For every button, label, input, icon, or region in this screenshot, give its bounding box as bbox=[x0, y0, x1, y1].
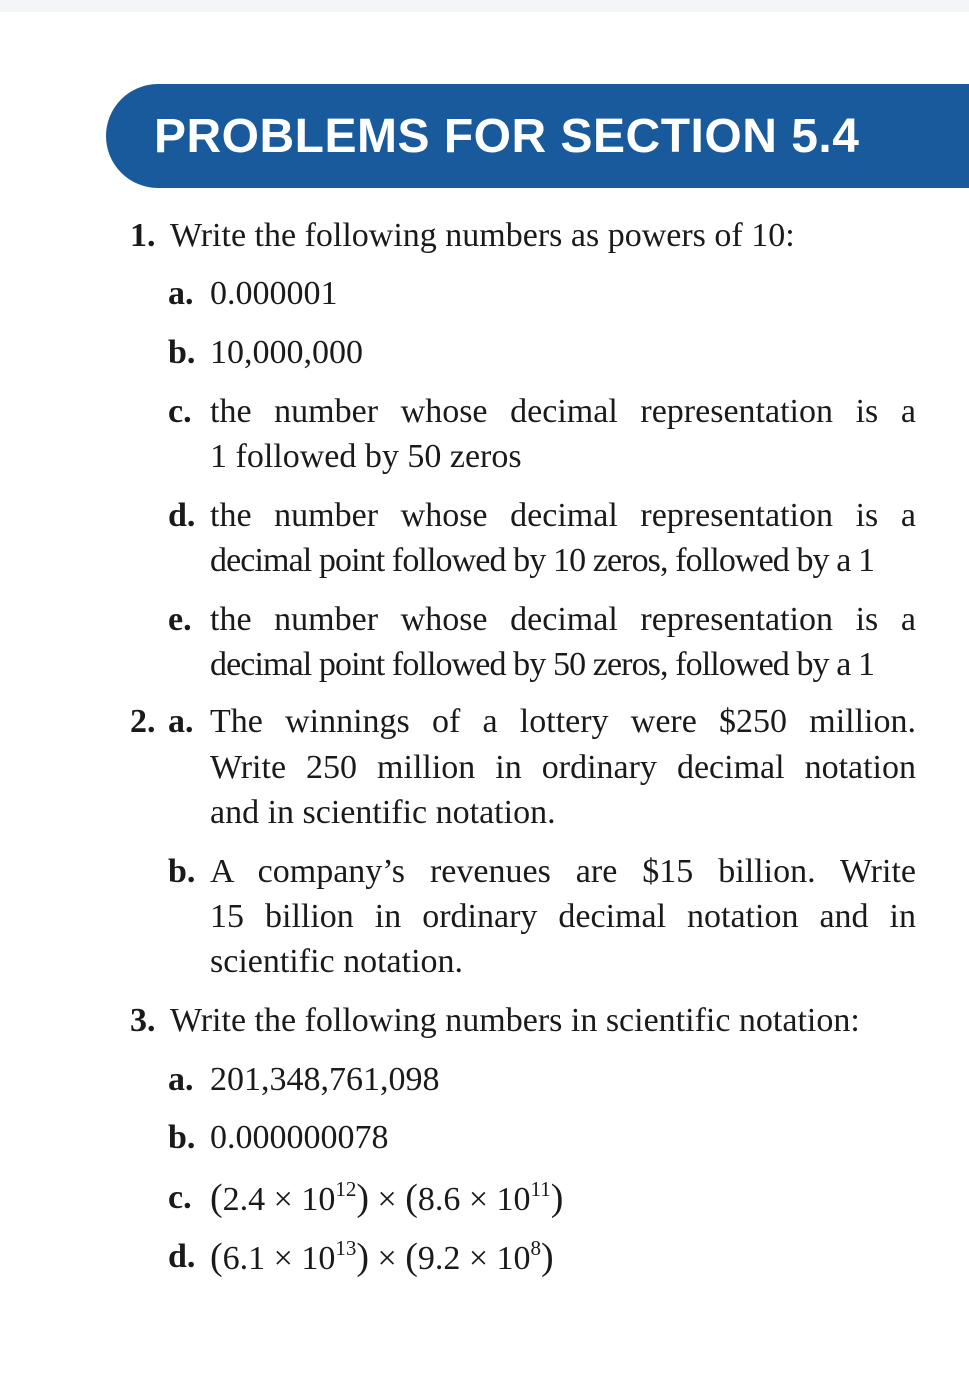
part-text: scientific notation. bbox=[210, 943, 464, 980]
part-label: b. bbox=[168, 334, 196, 371]
problem-text: Write the following numbers in scientific notation: bbox=[170, 1002, 860, 1039]
part-text: and in scientific notation. bbox=[210, 794, 556, 831]
part-text: the number whose decimal representation is a bbox=[210, 601, 916, 638]
part-text: 1 followed by 50 zeros bbox=[210, 438, 522, 475]
part-label: a. bbox=[168, 1061, 194, 1098]
part-label: b. bbox=[168, 1119, 196, 1156]
problem-number: 2. bbox=[130, 703, 156, 740]
part-label: e. bbox=[168, 601, 192, 638]
part-label: a. bbox=[168, 703, 194, 740]
part-label: d. bbox=[168, 497, 196, 534]
part-text: 201,348,761,098 bbox=[210, 1061, 440, 1098]
part-text: the number whose decimal representation is a bbox=[210, 393, 916, 430]
section-title: PROBLEMS FOR SECTION 5.4 bbox=[154, 109, 860, 163]
problem-text: Write the following numbers as powers of 10: bbox=[170, 217, 795, 254]
part-text: the number whose decimal representation is a bbox=[210, 497, 916, 534]
part-label: d. bbox=[168, 1238, 196, 1275]
part-text: decimal point followed by 50 zeros, followed by a 1 bbox=[210, 646, 875, 683]
part-text: A company’s revenues are $15 billion. Write bbox=[210, 853, 916, 890]
part-text: 10,000,000 bbox=[210, 334, 363, 371]
part-label: a. bbox=[168, 275, 194, 312]
part-text: The winnings of a lottery were $250 million. bbox=[210, 703, 916, 740]
part-text: 15 billion in ordinary decimal notation and in bbox=[210, 898, 916, 935]
part-text: 0.000001 bbox=[210, 275, 338, 312]
math-expression: $(6.1 \times 10^{13}) \times (9.2 \times 10^8)$ bbox=[210, 1236, 554, 1278]
top-strip bbox=[0, 0, 969, 12]
section-header-banner bbox=[106, 84, 969, 188]
part-label: c. bbox=[168, 1179, 192, 1216]
part-text: decimal point followed by 10 zeros, followed by a 1 bbox=[210, 542, 875, 579]
part-label: b. bbox=[168, 853, 196, 890]
part-text: 0.000000078 bbox=[210, 1119, 389, 1156]
part-label: c. bbox=[168, 393, 192, 430]
problem-number: 1. bbox=[130, 217, 156, 254]
problem-number: 3. bbox=[130, 1002, 156, 1039]
part-text: Write 250 million in ordinary decimal notation bbox=[210, 749, 916, 786]
math-expression: $(2.4 \times 10^{12}) \times (8.6 \times 10^{11})$ bbox=[210, 1177, 564, 1219]
